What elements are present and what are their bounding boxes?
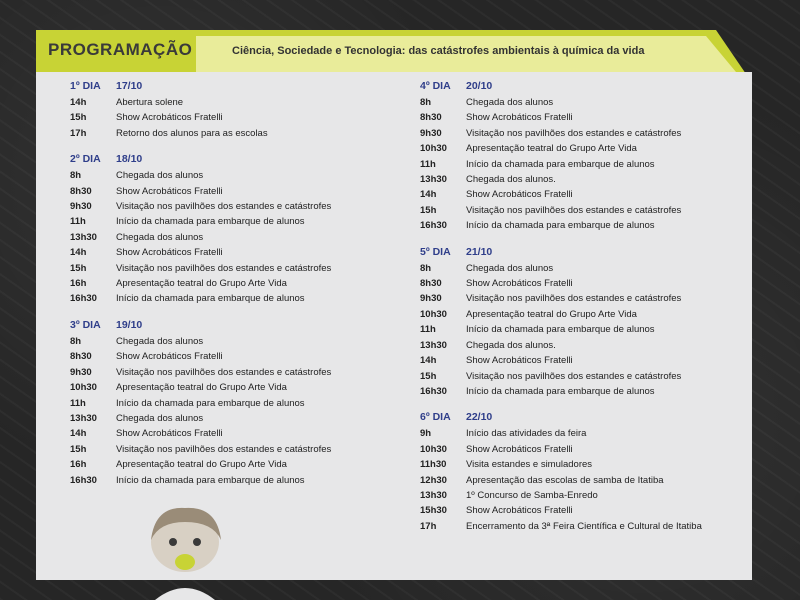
- event-activity: Visitação nos pavilhões dos estandes e catástrofes: [466, 293, 682, 305]
- event-activity: Visita estandes e simuladores: [466, 459, 593, 471]
- event-activity: Visitação nos pavilhões dos estandes e catástrofes: [466, 204, 682, 216]
- event-activity: Chegada dos alunos.: [466, 339, 556, 351]
- schedule-row: [70, 365, 331, 380]
- event-activity: Início da chamada para embarque de alunos: [466, 385, 655, 397]
- event-time: 14h: [70, 247, 87, 259]
- event-activity: Show Acrobáticos Fratelli: [116, 247, 223, 259]
- event-time: 9h30: [420, 293, 442, 305]
- event-time: 15h: [420, 204, 437, 216]
- event-time: 11h30: [420, 459, 447, 471]
- schedule-row: [70, 230, 331, 245]
- event-time: 16h30: [70, 474, 97, 486]
- schedule-row: [70, 245, 331, 260]
- event-time: 16h: [70, 459, 87, 471]
- event-time: 17h: [70, 127, 87, 139]
- event-activity: 1º Concurso de Samba-Enredo: [466, 489, 598, 501]
- event-time: 16h30: [420, 385, 447, 397]
- day-label: 2º DIA: [70, 153, 101, 166]
- event-activity: Show Acrobáticos Fratelli: [466, 189, 573, 201]
- day-date: 22/10: [466, 411, 493, 424]
- event-activity: Chegada dos alunos: [116, 335, 204, 347]
- event-activity: Retorno dos alunos para as escolas: [116, 127, 268, 139]
- event-activity: Visitação nos pavilhões dos estandes e catástrofes: [116, 201, 332, 213]
- child-photo: [135, 500, 235, 600]
- day-heading: [70, 80, 331, 95]
- event-activity: Apresentação teatral do Grupo Arte Vida: [466, 308, 637, 320]
- schedule-row: [70, 380, 331, 395]
- event-activity: Visitação nos pavilhões dos estandes e catástrofes: [116, 366, 332, 378]
- schedule-row: [420, 322, 702, 337]
- event-time: 8h30: [70, 185, 92, 197]
- event-time: 16h30: [70, 293, 97, 305]
- event-time: 13h30: [70, 231, 97, 243]
- day-heading: [420, 80, 702, 95]
- event-activity: Apresentação teatral do Grupo Arte Vida: [466, 143, 637, 155]
- event-time: 8h30: [420, 278, 442, 290]
- event-activity: Show Acrobáticos Fratelli: [116, 428, 223, 440]
- event-activity: Início da chamada para embarque de alunos: [116, 474, 305, 486]
- event-activity: Início da chamada para embarque de alunos: [466, 220, 655, 232]
- schedule-row: [70, 110, 331, 125]
- schedule-row: [420, 218, 702, 233]
- schedule-row: [70, 168, 331, 183]
- schedule-row: [420, 157, 702, 172]
- schedule-row: [420, 276, 702, 291]
- event-activity: Apresentação das escolas de samba de Itatiba: [466, 474, 664, 486]
- event-activity: Show Acrobáticos Fratelli: [466, 443, 573, 455]
- event-time: 13h30: [420, 339, 447, 351]
- event-activity: Chegada dos alunos: [466, 97, 554, 108]
- event-time: 14h: [70, 428, 87, 440]
- event-activity: Show Acrobáticos Fratelli: [116, 112, 223, 124]
- event-time: 16h30: [420, 220, 447, 232]
- day-heading: [70, 153, 331, 168]
- page-subtitle: Ciência, Sociedade e Tecnologia: das catástrofes ambientais à química da vida: [232, 45, 645, 57]
- event-activity: Show Acrobáticos Fratelli: [466, 505, 573, 517]
- event-time: 14h: [420, 355, 437, 367]
- event-activity: Chegada dos alunos: [116, 231, 204, 243]
- event-activity: Visitação nos pavilhões dos estandes e catástrofes: [466, 370, 682, 382]
- event-time: 15h: [420, 370, 437, 382]
- schedule-row: [420, 519, 702, 534]
- schedule-row: [70, 457, 331, 472]
- event-activity: Show Acrobáticos Fratelli: [466, 355, 573, 367]
- event-time: 11h: [420, 158, 436, 170]
- event-time: 10h30: [70, 382, 97, 394]
- day-date: 20/10: [466, 80, 493, 92]
- day-heading: [420, 246, 702, 261]
- event-time: 13h30: [70, 412, 97, 424]
- event-activity: Início da chamada para embarque de alunos: [116, 293, 305, 305]
- day-block: [70, 319, 331, 488]
- schedule-row: [70, 261, 331, 276]
- schedule-column-right: [420, 80, 702, 546]
- schedule-row: [70, 276, 331, 291]
- schedule-row: [70, 199, 331, 214]
- event-activity: Show Acrobáticos Fratelli: [116, 185, 223, 197]
- event-activity: Chegada dos alunos: [116, 412, 204, 424]
- schedule-row: [420, 172, 702, 187]
- event-time: 13h30: [420, 174, 447, 186]
- event-activity: Show Acrobáticos Fratelli: [116, 351, 223, 363]
- event-activity: Início da chamada para embarque de alunos: [116, 397, 305, 409]
- schedule-row: [420, 384, 702, 399]
- schedule-row: [420, 203, 702, 218]
- schedule-row: [420, 126, 702, 141]
- schedule-row: [420, 291, 702, 306]
- event-activity: Encerramento da 3ª Feira Científica e Cultural de Itatiba: [466, 520, 702, 532]
- day-date: 21/10: [466, 245, 493, 258]
- day-date: 19/10: [116, 318, 143, 331]
- schedule-row: [420, 426, 702, 441]
- schedule-row: [70, 426, 331, 441]
- event-time: 11h: [420, 324, 436, 336]
- event-activity: Chegada dos alunos: [466, 262, 554, 274]
- event-time: 9h30: [70, 201, 92, 213]
- event-time: 9h30: [420, 127, 442, 139]
- event-time: 9h: [420, 428, 432, 440]
- schedule-row: [70, 214, 331, 229]
- schedule-row: [420, 473, 702, 488]
- schedule-row: [70, 184, 331, 199]
- schedule-row: [70, 349, 331, 364]
- event-time: 14h: [70, 97, 87, 108]
- schedule-row: [70, 442, 331, 457]
- event-activity: Início das atividades da feira: [466, 428, 587, 440]
- day-heading: [420, 411, 702, 426]
- event-time: 8h: [420, 97, 432, 108]
- schedule-row: [420, 457, 702, 472]
- day-label: 4º DIA: [420, 80, 451, 92]
- schedule-column-left: [70, 80, 331, 500]
- schedule-row: [420, 338, 702, 353]
- event-activity: Início da chamada para embarque de alunos: [466, 324, 655, 336]
- event-activity: Chegada dos alunos: [116, 170, 204, 182]
- schedule-row: [420, 141, 702, 156]
- event-time: 8h: [70, 335, 82, 347]
- schedule-row: [420, 307, 702, 322]
- schedule-row: [70, 95, 331, 110]
- event-time: 11h: [70, 397, 86, 409]
- day-label: 5º DIA: [420, 245, 451, 258]
- event-time: 15h30: [420, 505, 447, 517]
- schedule-row: [420, 503, 702, 518]
- schedule-row: [420, 95, 702, 110]
- event-time: 10h30: [420, 443, 447, 455]
- schedule-row: [70, 396, 331, 411]
- schedule-row: [70, 334, 331, 349]
- schedule-row: [420, 110, 702, 125]
- event-activity: Abertura solene: [116, 97, 184, 108]
- event-time: 16h: [70, 278, 87, 290]
- event-time: 8h30: [70, 351, 92, 363]
- event-time: 12h30: [420, 474, 447, 486]
- schedule-row: [70, 291, 331, 306]
- schedule-row: [420, 442, 702, 457]
- event-activity: Show Acrobáticos Fratelli: [466, 112, 573, 124]
- day-block: [70, 80, 331, 141]
- event-activity: Chegada dos alunos.: [466, 174, 556, 186]
- day-heading: [70, 319, 331, 334]
- day-block: [420, 246, 702, 400]
- event-activity: Visitação nos pavilhões dos estandes e catástrofes: [116, 443, 332, 455]
- event-time: 8h: [70, 170, 82, 182]
- event-time: 8h: [420, 262, 432, 274]
- day-label: 6º DIA: [420, 411, 451, 424]
- day-date: 17/10: [116, 80, 143, 92]
- page-title: PROGRAMAÇÃO: [48, 40, 193, 59]
- schedule-row: [420, 353, 702, 368]
- event-activity: Apresentação teatral do Grupo Arte Vida: [116, 459, 287, 471]
- event-time: 11h: [70, 216, 86, 228]
- day-block: [420, 411, 702, 534]
- event-time: 10h30: [420, 308, 447, 320]
- event-time: 17h: [420, 520, 437, 532]
- event-activity: Apresentação teatral do Grupo Arte Vida: [116, 278, 287, 290]
- event-time: 8h30: [420, 112, 442, 124]
- schedule-row: [420, 261, 702, 276]
- event-time: 15h: [70, 262, 87, 274]
- schedule-row: [70, 473, 331, 488]
- event-activity: Visitação nos pavilhões dos estandes e catástrofes: [116, 262, 332, 274]
- schedule-row: [70, 126, 331, 141]
- event-time: 14h: [420, 189, 437, 201]
- schedule-row: [420, 369, 702, 384]
- event-time: 15h: [70, 112, 87, 124]
- schedule-row: [420, 187, 702, 202]
- schedule-row: [70, 411, 331, 426]
- event-activity: Apresentação teatral do Grupo Arte Vida: [116, 382, 287, 394]
- event-activity: Show Acrobáticos Fratelli: [466, 278, 573, 290]
- day-block: [420, 80, 702, 234]
- day-label: 3º DIA: [70, 318, 101, 331]
- day-date: 18/10: [116, 153, 143, 166]
- event-time: 15h: [70, 443, 87, 455]
- event-time: 10h30: [420, 143, 447, 155]
- day-label: 1º DIA: [70, 80, 101, 92]
- event-time: 9h30: [70, 366, 92, 378]
- day-block: [70, 153, 331, 307]
- event-activity: Início da chamada para embarque de alunos: [466, 158, 655, 170]
- event-time: 13h30: [420, 489, 447, 501]
- event-activity: Início da chamada para embarque de alunos: [116, 216, 305, 228]
- event-activity: Visitação nos pavilhões dos estandes e catástrofes: [466, 127, 682, 139]
- schedule-row: [420, 488, 702, 503]
